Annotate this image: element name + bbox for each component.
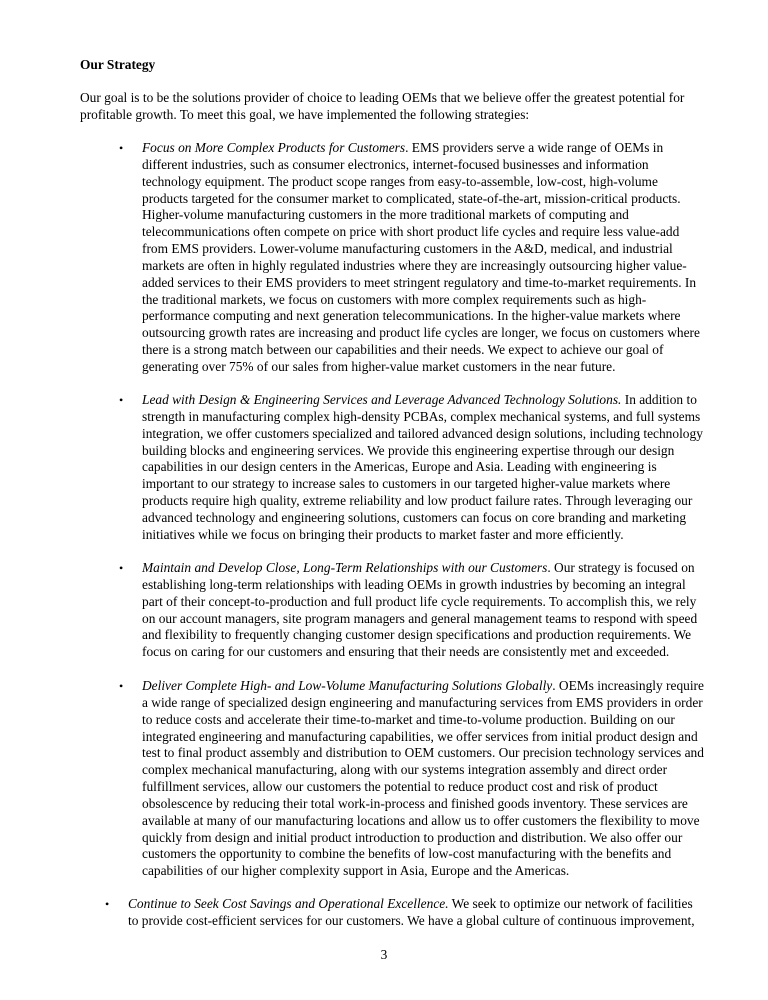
bullet-icon: • xyxy=(119,679,124,693)
text-line: part of their concept-to-production and full product life cycle requirements. To accomplish this, we rely xyxy=(142,593,697,609)
text-line: capabilities of our higher complexity support in Asia, Europe and the Americas. xyxy=(142,863,570,879)
text-line: performance computing and next generation telecommunications. In the higher-value markets where xyxy=(142,308,681,324)
text-line: integrated engineering and manufacturing capabilities, we offer services from initial product design and xyxy=(142,728,698,744)
text-line: available at many of our manufacturing locations and allow us to offer customers the flexibility to move xyxy=(142,812,700,828)
bullet-icon: • xyxy=(119,393,124,407)
text-line: products require high quality, extreme reliability and low product failure rates. Through leveraging our xyxy=(142,493,693,509)
text-line: different industries, such as consumer electronics, internet-focused businesses and information xyxy=(142,156,649,172)
text-fragment: . EMS providers serve a wide range of OEMs in xyxy=(405,140,664,155)
text-line xyxy=(142,140,700,157)
text-line: from EMS providers. Lower-volume manufacturing customers in the A&D, medical, and industrial xyxy=(142,241,673,257)
text-line: and flexibility to frequently changing customer design specifications and production requirements. We xyxy=(142,627,692,643)
text-fragment: . OEMs increasingly require xyxy=(552,678,704,693)
strategy-title: Lead with Design & Engineering Services and Leverage Advanced Technology Solutions. xyxy=(142,392,622,407)
text-line: advanced technology and engineering solutions, customers can focus on core branding and marketing xyxy=(142,509,687,525)
strategy-bullet xyxy=(142,392,703,544)
page-number: 3 xyxy=(380,947,388,962)
text-line: profitable growth. To meet this goal, we have implemented the following strategies: xyxy=(80,106,530,122)
strategy-title: Deliver Complete High- and Low-Volume Manufacturing Solutions Globally xyxy=(142,678,553,693)
text-line: outsourcing growth rates are increasing and product life cycles are longer, we focus on customers where xyxy=(142,325,700,341)
text-line: markets are often in highly regulated industries where they are increasingly outsourcing higher value- xyxy=(142,257,687,273)
text-line xyxy=(142,678,704,695)
strategy-bullet xyxy=(142,560,697,661)
text-line: focus on caring for our customers and ensuring that their needs are consistently met and exceeded. xyxy=(142,644,670,660)
text-line: generating over 75% of our sales from higher-value market customers in the near future. xyxy=(142,358,616,374)
strategy-title: Continue to Seek Cost Savings and Operational Excellence. xyxy=(128,896,449,911)
text-line: complex mechanical manufacturing, along with our systems integration assembly and direct order xyxy=(142,762,668,778)
section-heading: Our Strategy xyxy=(80,57,156,72)
strategy-title: Maintain and Develop Close, Long-Term Relationships with our Customers xyxy=(142,560,548,575)
intro-paragraph xyxy=(80,90,684,124)
text-line: initiatives while we focus on bringing their products to market faster and more efficiently. xyxy=(142,526,624,542)
text-fragment: We seek to optimize our network of facilities xyxy=(448,896,693,911)
strategy-title: Focus on More Complex Products for Customers xyxy=(142,140,406,155)
strategy-bullet xyxy=(142,678,704,880)
strategy-bullet xyxy=(142,140,700,376)
bullet-icon: • xyxy=(119,141,124,155)
text-line: products targeted for the consumer market to complicated, state-of-the-art, mission-critical products. xyxy=(142,190,681,206)
text-line: test to final product assembly and distribution to OEM customers. Our precision technology services and xyxy=(142,745,704,761)
text-line: capabilities in our design centers in the Americas, Europe and Asia. Leading with engineering is xyxy=(142,459,657,475)
text-line: fulfillment services, allow our customers the potential to reduce product cost and risk of product xyxy=(142,779,658,795)
text-line: technology equipment. The product scope ranges from easy-to-assemble, low-cost, high-volume xyxy=(142,173,658,189)
text-line: Higher-volume manufacturing customers in the more traditional markets of computing and xyxy=(142,207,629,223)
text-line: building blocks and engineering services. We provide this engineering expertise through our design xyxy=(142,442,675,458)
text-line: strength in manufacturing complex high-density PCBAs, complex mechanical systems, and full systems xyxy=(142,408,701,424)
text-line: a wide range of specialized design engineering and manufacturing services from EMS providers in order xyxy=(142,694,703,710)
text-line: there is a strong match between our capabilities and their needs. We expect to achieve our goal of xyxy=(142,342,664,358)
text-line: integration, we offer customers specialized and tailored advanced design solutions, including technology xyxy=(142,425,703,441)
text-fragment: . Our strategy is focused on xyxy=(547,560,695,575)
text-line: obsolescence by reducing their total work-in-process and finished goods inventory. These services are xyxy=(142,795,688,811)
bullet-icon: • xyxy=(119,561,124,575)
text-line: customers the opportunity to combine the benefits of low-cost manufacturing with the benefits and xyxy=(142,846,672,862)
text-line: telecommunications often compete on price with short product life cycles and require less value-add xyxy=(142,224,680,240)
text-line: establishing long-term relationships with leading OEMs in growth industries by becoming an integral xyxy=(142,576,686,592)
text-line xyxy=(128,896,695,913)
strategy-bullet xyxy=(128,896,695,930)
text-line: important to our strategy to increase sales to customers in our targeted higher-value markets where xyxy=(142,476,671,492)
bullet-icon: • xyxy=(105,897,110,911)
text-line xyxy=(142,392,703,409)
text-line: on our account managers, site program managers and general management teams to respond with speed xyxy=(142,610,698,626)
text-line: to provide cost-efficient services for our customers. We have a global culture of continuous improvement, xyxy=(128,912,695,928)
text-line xyxy=(142,560,697,577)
text-line: to reduce costs and accelerate their time-to-market and time-to-volume production. Building on our xyxy=(142,711,675,727)
text-line: the traditional markets, we focus on customers with more complex requirements such as high- xyxy=(142,291,647,307)
text-line: added services to their EMS providers to meet stringent regulatory and time-to-market requirements. In xyxy=(142,274,697,290)
text-line: Our goal is to be the solutions provider of choice to leading OEMs that we believe offer the greatest potential for xyxy=(80,90,685,105)
text-line: quickly from design and initial product introduction to production and distribution. We also offer our xyxy=(142,829,683,845)
text-fragment: In addition to xyxy=(621,392,697,407)
